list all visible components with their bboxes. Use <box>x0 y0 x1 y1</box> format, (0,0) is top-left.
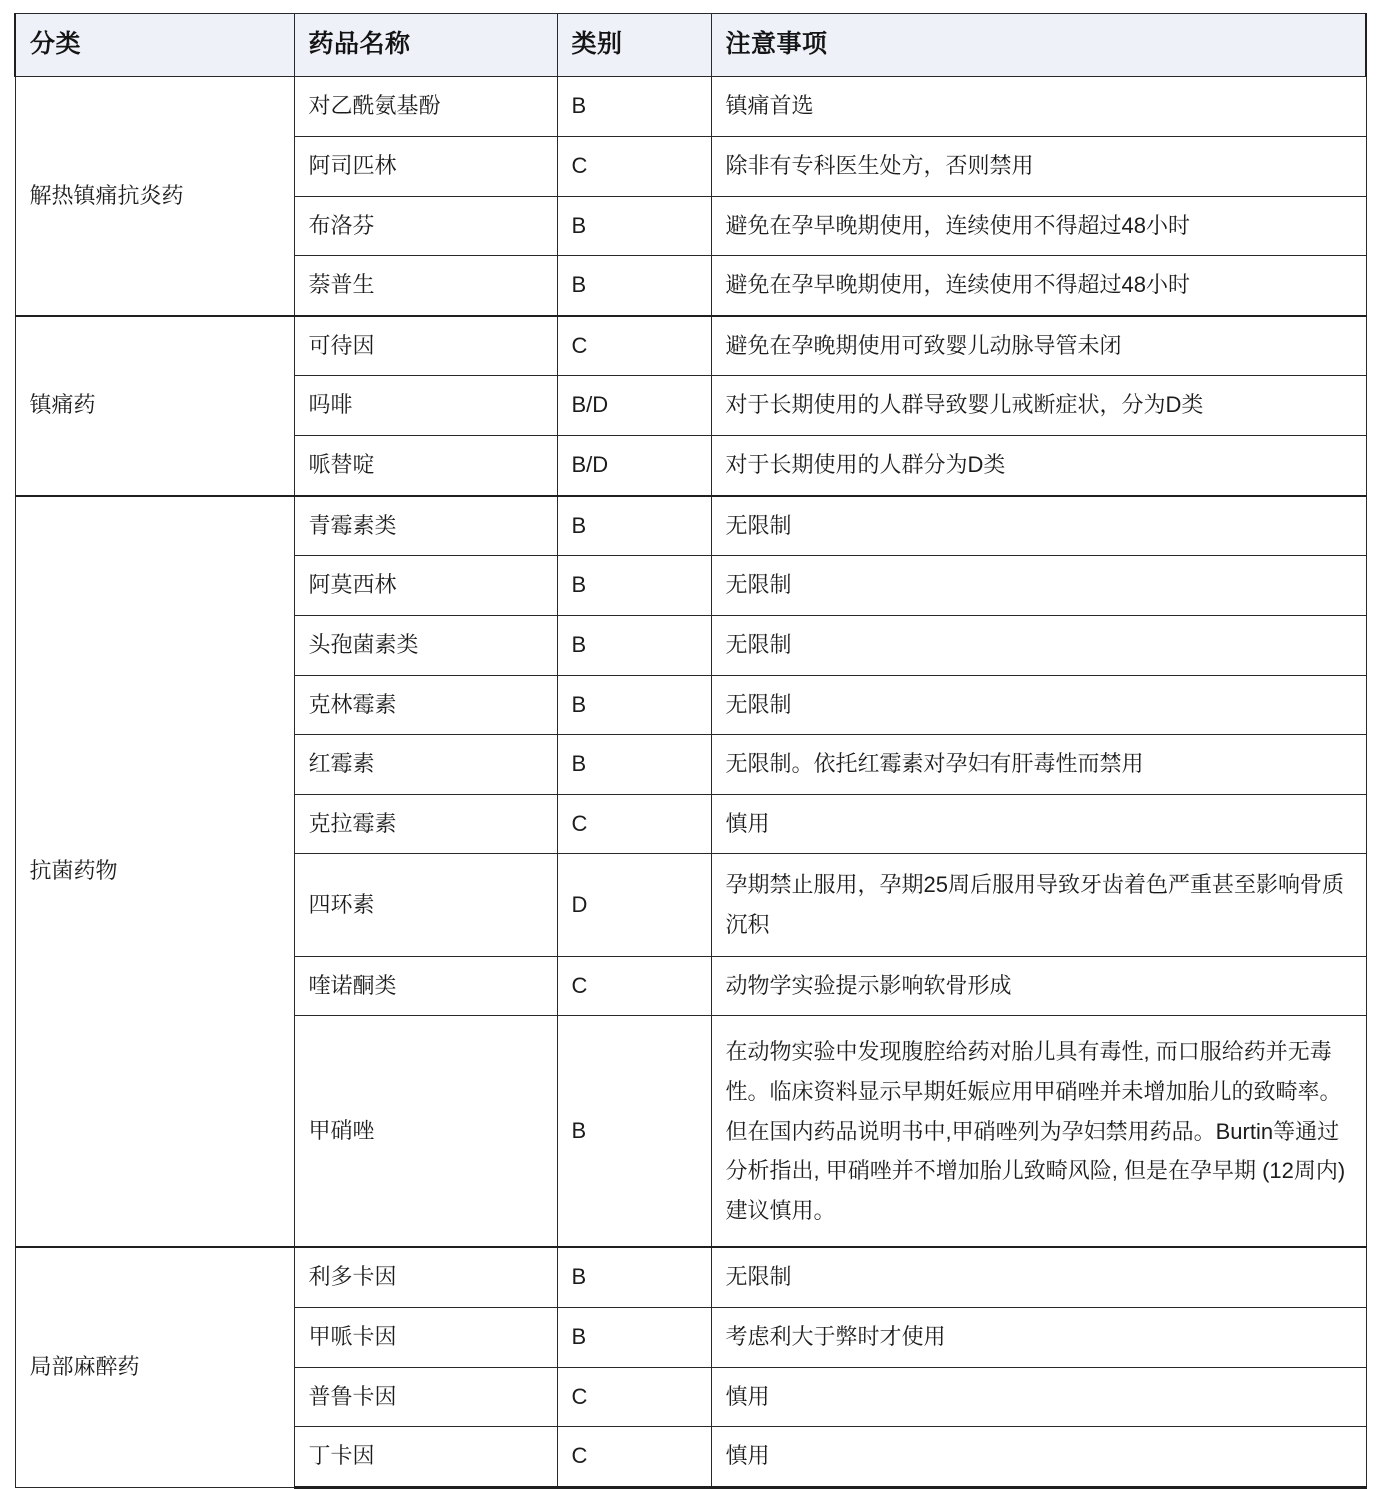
risk-class-cell: B <box>557 615 711 675</box>
category-cell: 抗菌药物 <box>15 496 294 1248</box>
risk-class-cell: C <box>557 136 711 196</box>
drug-name-cell: 克林霉素 <box>294 675 557 735</box>
drug-name-cell: 头孢菌素类 <box>294 615 557 675</box>
table-row <box>15 1247 1366 1307</box>
drug-name-cell: 甲哌卡因 <box>294 1307 557 1367</box>
notes-cell: 孕期禁止服用，孕期25周后服用导致牙齿着色严重甚至影响骨质沉积 <box>711 854 1366 956</box>
notes-cell: 无限制 <box>711 1247 1366 1307</box>
notes-cell: 对于长期使用的人群分为D类 <box>711 436 1366 496</box>
drug-name-cell: 利多卡因 <box>294 1247 557 1307</box>
drug-name-cell: 布洛芬 <box>294 196 557 256</box>
risk-class-cell: C <box>557 956 711 1016</box>
notes-cell: 无限制 <box>711 496 1366 556</box>
risk-class-cell: B <box>557 556 711 616</box>
notes-cell: 避免在孕晚期使用可致婴儿动脉导管未闭 <box>711 316 1366 376</box>
drug-name-cell: 哌替啶 <box>294 436 557 496</box>
risk-class-cell: C <box>557 316 711 376</box>
drug-name-cell: 喹诺酮类 <box>294 956 557 1016</box>
table-row <box>15 496 1366 556</box>
drug-name-cell: 萘普生 <box>294 256 557 316</box>
notes-cell: 无限制 <box>711 615 1366 675</box>
drug-name-cell: 四环素 <box>294 854 557 956</box>
drug-name-cell: 可待因 <box>294 316 557 376</box>
notes-cell: 镇痛首选 <box>711 77 1366 137</box>
risk-class-cell: C <box>557 1427 711 1488</box>
risk-class-cell: B <box>557 496 711 556</box>
drug-name-cell: 对乙酰氨基酚 <box>294 77 557 137</box>
notes-cell: 慎用 <box>711 794 1366 854</box>
notes-cell: 避免在孕早晚期使用，连续使用不得超过48小时 <box>711 256 1366 316</box>
category-cell: 局部麻醉药 <box>15 1247 294 1487</box>
column-header-notes: 注意事项 <box>711 14 1366 77</box>
notes-cell: 无限制。依托红霉素对孕妇有肝毒性而禁用 <box>711 735 1366 795</box>
column-header-risk-class: 类别 <box>557 14 711 77</box>
drug-name-cell: 丁卡因 <box>294 1427 557 1488</box>
table-row <box>15 77 1366 137</box>
column-header-drug-name: 药品名称 <box>294 14 557 77</box>
drug-name-cell: 青霉素类 <box>294 496 557 556</box>
category-cell: 解热镇痛抗炎药 <box>15 77 294 316</box>
notes-cell: 对于长期使用的人群导致婴儿戒断症状，分为D类 <box>711 376 1366 436</box>
notes-cell: 考虑利大于弊时才使用 <box>711 1307 1366 1367</box>
risk-class-cell: B <box>557 77 711 137</box>
notes-cell: 在动物实验中发现腹腔给药对胎儿具有毒性, 而口服给药并无毒性。临床资料显示早期妊娠应用甲硝唑并未增加胎儿的致畸率。但在国内药品说明书中,甲硝唑列为孕妇禁用药品。Burtin等通过分析指出, 甲硝唑并不增加胎儿致畸风险, 但是在孕早期 (12周内) 建议慎用。 <box>711 1016 1366 1247</box>
drug-name-cell: 阿莫西林 <box>294 556 557 616</box>
drug-name-cell: 甲硝唑 <box>294 1016 557 1247</box>
risk-class-cell: C <box>557 794 711 854</box>
category-cell: 镇痛药 <box>15 316 294 496</box>
notes-cell: 无限制 <box>711 675 1366 735</box>
risk-class-cell: B <box>557 256 711 316</box>
risk-class-cell: B <box>557 1247 711 1307</box>
risk-class-cell: B <box>557 1016 711 1247</box>
notes-cell: 无限制 <box>711 556 1366 616</box>
drug-name-cell: 红霉素 <box>294 735 557 795</box>
drug-name-cell: 吗啡 <box>294 376 557 436</box>
drug-name-cell: 普鲁卡因 <box>294 1367 557 1427</box>
table-body <box>15 77 1366 1488</box>
table-row <box>15 316 1366 376</box>
notes-cell: 动物学实验提示影响软骨形成 <box>711 956 1366 1016</box>
table-header <box>15 14 1366 77</box>
drug-name-cell: 克拉霉素 <box>294 794 557 854</box>
risk-class-cell: B <box>557 735 711 795</box>
risk-class-cell: B <box>557 1307 711 1367</box>
risk-class-cell: C <box>557 1367 711 1427</box>
table-header-row <box>15 14 1366 77</box>
risk-class-cell: B/D <box>557 436 711 496</box>
risk-class-cell: B/D <box>557 376 711 436</box>
drug-pregnancy-category-table <box>14 13 1367 1489</box>
notes-cell: 除非有专科医生处方，否则禁用 <box>711 136 1366 196</box>
risk-class-cell: D <box>557 854 711 956</box>
notes-cell: 慎用 <box>711 1367 1366 1427</box>
notes-cell: 慎用 <box>711 1427 1366 1488</box>
risk-class-cell: B <box>557 675 711 735</box>
column-header-category: 分类 <box>15 14 294 77</box>
notes-cell: 避免在孕早晚期使用，连续使用不得超过48小时 <box>711 196 1366 256</box>
drug-name-cell: 阿司匹林 <box>294 136 557 196</box>
risk-class-cell: B <box>557 196 711 256</box>
